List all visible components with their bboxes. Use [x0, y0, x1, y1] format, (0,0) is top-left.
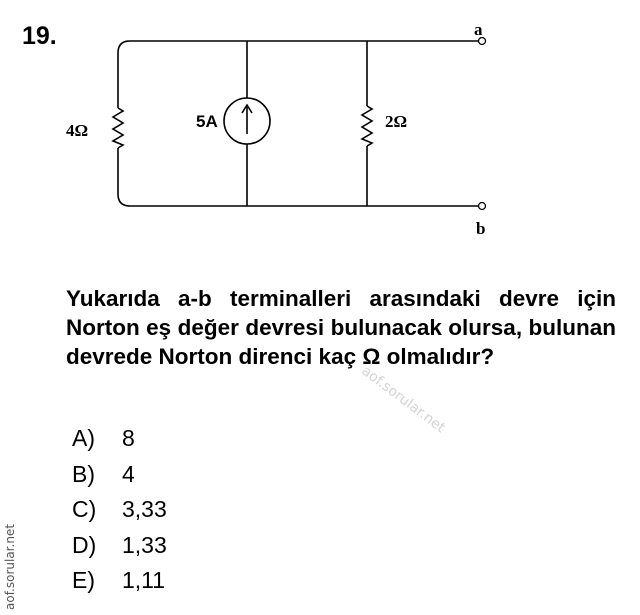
watermark-diagonal: aof.sorular.net	[358, 363, 449, 437]
question-number: 19.	[22, 22, 57, 50]
option-value: 3,33	[122, 496, 167, 522]
circuit-diagram	[0, 0, 640, 250]
option-b[interactable]	[72, 457, 167, 493]
option-letter: A)	[72, 425, 95, 451]
option-letter: B)	[72, 460, 95, 487]
option-letter: D)	[72, 531, 97, 558]
label-current-source: 5A	[196, 112, 218, 131]
option-value: 8	[122, 425, 135, 451]
label-left-resistor: 4Ω	[66, 121, 89, 140]
label-terminal-b: b	[476, 219, 486, 238]
question-text: Yukarıda a-b terminalleri arasındaki devre için Norton eş değer devresi bulunacak olursa, bulunan devrede Norton direnci kaç Ω olmalıdır?	[66, 286, 616, 369]
option-value: 1,33	[122, 531, 167, 558]
label-terminal-a: a	[474, 20, 483, 39]
option-value: 1,11	[122, 567, 166, 593]
circuit-wires	[118, 41, 478, 206]
resistor-4-ohm	[113, 108, 123, 148]
option-value: 4	[122, 460, 135, 487]
watermark-side: aof.sorular.net	[3, 523, 17, 610]
label-right-resistor: 2Ω	[385, 112, 408, 131]
resistor-2-ohm	[362, 106, 372, 146]
option-c[interactable]	[72, 492, 167, 528]
option-a[interactable]	[72, 421, 167, 457]
answer-options	[72, 421, 167, 599]
option-letter: C)	[72, 496, 97, 522]
option-d[interactable]	[72, 528, 167, 564]
option-e[interactable]	[72, 563, 167, 599]
current-source	[224, 98, 270, 144]
option-letter: E)	[72, 567, 95, 593]
terminal-b-node	[479, 203, 486, 210]
